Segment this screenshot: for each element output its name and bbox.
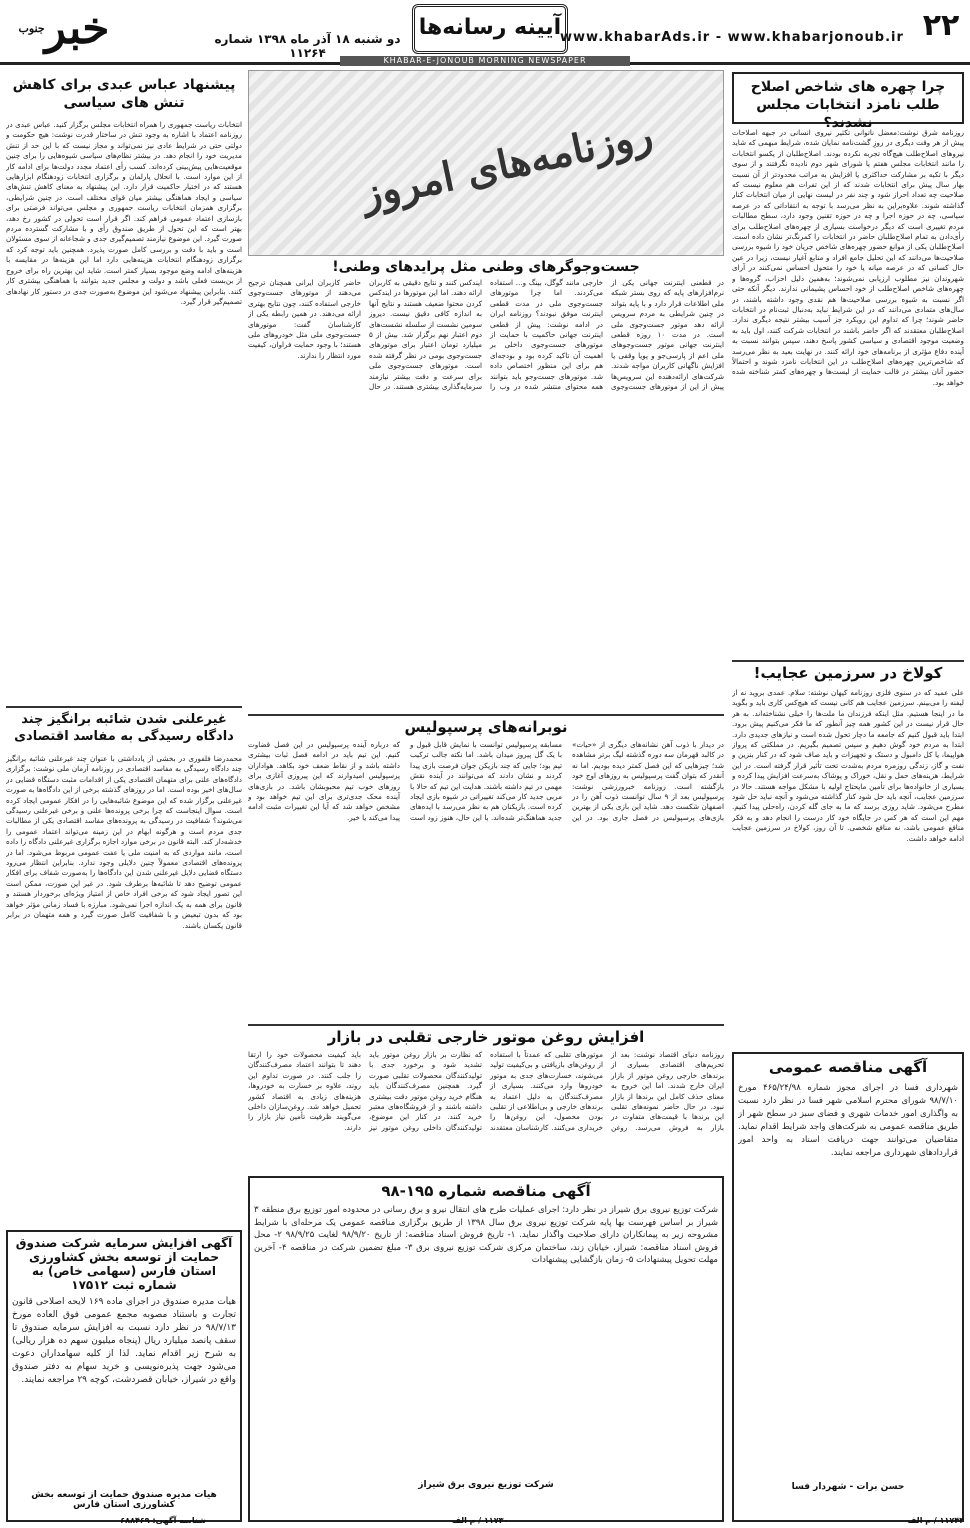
newspapers-image <box>248 70 724 256</box>
divider <box>732 660 964 662</box>
newspaper-logo <box>4 2 124 56</box>
article-qolakh-body: علی عمید که در سنوی فلزی روزنامه کیهان نوشته: سلام. عمدی بروید نه از لیفنه را می‌بینم. سرزمین عجایب هم کانی نیست که هیچ‌کس کاری باید و بگوید ما در اینجا هستیم. مثل اینکه فرزندان ما ملت‌ها را خیلی نشناخته‌اند. به هر حال قرار نیست در این کشور همه چیز آنطور که ما فکر می‌کنیم پیش برود. ابتدا باید قبول کنیم که جامعه ما دچار تحول شده است و نیازهای جدیدی دارد. ابتدا به مردم خود گوش دهیم و سپس تصمیم بگیریم. در مملکتی که پرواز هواپیما، یا کل دامبول و دستک و تجهیزات و باید صاف شود که در کنار بنزین و نفت و گاز، زندگی روزمره مردم به‌شدت تحت تأثیر قرار گرفته است. در این شرایط، هزینه‌های حمل و نقل، خوراک و پوشاک به‌سرعت افزایش پیدا کرده و بسیاری از خانواده‌ها برای تأمین مایحتاج اولیه با مشکل مواجه هستند. حالا در سرزمین عجایب، آنچه باید حل شود کنار گذاشته می‌شود و آنچه نباید حل شود مطرح می‌شود. شاید روزی برسد که ما به جای گله کردن، راه‌حلی پیدا کنیم. مهم این است که هر کس در جایگاه خود کار درست را انجام دهد و به فکر منافع عمومی باشد، نه منافع شخصی. تا آن روز، کولاخ در سرزمین عجایب ادامه خواهد داشت. <box>732 688 964 843</box>
article-newspapers-title: جست‌وجوگرهای وطنی مثل پرایدهای وطنی! <box>332 259 640 275</box>
page-number: ۲۲ <box>922 8 960 43</box>
ad-public-tender-footer: حسن برات - شهردار فسا <box>791 1482 905 1492</box>
footer-id-right: ۱۱۷۴۴ / م الف <box>907 1516 964 1525</box>
article-brokers-title: غیرعلنی شدن شائبه برانگیز چند دادگاه رسیدگی به مفاسد اقتصادی <box>14 712 234 744</box>
footer-id-mid: ۱۱۷۳۰ / م الف <box>451 1516 509 1525</box>
logo-text: خبر <box>44 3 110 54</box>
english-band: KHABAR-E-JONOUB MORNING NEWSPAPER <box>340 56 630 66</box>
ad-agri-footer: هیات مدیره صندوق حمایت از توسعه بخش کشاورزی استان فارس <box>31 1490 217 1510</box>
article-abbas-abdi-body: انتخابات ریاست جمهوری را همراه انتخابات مجلس برگزار کنید. عباس عبدی در روزنامه اعتماد با اشاره به وجود تنش در ساختار قدرت نوشت: هیچ حکومت و دولتی حتی در شرایط عادی نیز نمی‌تواند و مجاز نیست که با این حد از تنش مدیریت خود را انجام دهد. در بیشتر نظام‌های سیاسی شیوه‌هایی را برای چنین موقعیت‌هایی پیش‌بینی کرده‌اند. کسب رأی اعتماد مجدد دولت‌ها برای ادامه کار از این موارد است. با انحلال پارلمان و برگزاری انتخابات زودهنگام ابزارهایی هستند که در اختیار حاکمیت قرار دارد. این پیشنهاد به معنای کاهش تنش‌های سیاسی و ایجاد هماهنگی بیشتر میان قوای مختلف است. در چنین شرایطی، برگزاری همزمان انتخابات ریاست جمهوری و مجلس می‌تواند فرصتی برای بازسازی اعتماد عمومی فراهم کند. اگر قرار است تحولی در کشور رخ دهد، بهتر است که این تحول از طریق صندوق رأی و با مشارکت گسترده مردم صورت گیرد. این موضوع نیازمند تصمیم‌گیری جدی و شجاعانه از سوی مسئولان است و باید با دقت و بررسی کامل صورت پذیرد. همچنین باید توجه کرد که برگزاری زودهنگام انتخابات هزینه‌هایی دارد اما این هزینه‌ها در مقایسه با هزینه‌های ادامه وضع موجود بسیار کمتر است. شاید این بهترین راه برای خروج از بن‌بست فعلی باشد و دولت و مجلس جدید بتوانند با هماهنگی بیشتری کار کنند. بنابراین پیشنهاد می‌شود این موضوع به‌صورت جدی در دستور کار نهادهای تصمیم‌گیر قرار گیرد. <box>6 120 242 306</box>
ad-public-tender-title: آگهی مناقصه عمومی <box>768 1058 928 1076</box>
image-caption-text: روزنامه‌های امروز <box>357 110 657 219</box>
ad-public-tender <box>732 1052 964 1522</box>
article-persepolis-title: نوبرانه‌های پرسپولیس <box>404 718 568 736</box>
ad-tender-main-footer: شرکت توزیع نیروی برق شیراز <box>418 1480 554 1490</box>
article-reformists-title: چرا چهره های شاخص اصلاح طلب نامزد انتخابات مجلس نشدند؟ <box>750 79 946 132</box>
footer-id-left: شناسه آگهی: ۶۸۸۴۶۹ <box>120 1516 206 1525</box>
article-oil-body: روزنامه دنیای اقتصاد نوشت: بعد از تحریم‌های اقتصادی بسیاری از برندهای خارجی روغن موتور از بازار ایران خارج شدند. اما این خروج به معنای حذف کامل این برندها از بازار نبود. در حال حاضر نمونه‌های تقلبی این برندها با قیمت‌های متفاوت در بازار به فروش می‌رسد. روغن موتورهای تقلبی که عمدتاً با استفاده از روغن‌های بازیافتی و بی‌کیفیت تولید می‌شوند، خسارت‌های جدی به موتور خودروها وارد می‌کنند. بسیاری از مصرف‌کنندگان به دلیل اعتماد به برندهای خارجی و بی‌اطلاعی از تقلبی بودن محصول، این روغن‌ها را خریداری می‌کنند. کارشناسان معتقدند که نظارت بر بازار روغن موتور باید تشدید شود و برخورد جدی با تولیدکنندگان محصولات تقلبی صورت گیرد. همچنین مصرف‌کنندگان باید هنگام خرید روغن موتور دقت بیشتری داشته باشند و از فروشگاه‌های معتبر خرید کنند. در کنار این موضوع، تولیدکنندگان داخلی روغن موتور نیز باید کیفیت محصولات خود را ارتقا دهند تا بتوانند اعتماد مصرف‌کنندگان را جلب کنند. در صورت تداوم این روند، علاوه بر خسارت به خودروها، هزینه‌های زیادی به اقتصاد کشور تحمیل خواهد شد. روغن‌سازان داخلی می‌گویند ظرفیت تأمین نیاز بازار را دارند. <box>248 1050 724 1132</box>
divider <box>248 1024 724 1026</box>
ad-public-tender-body: شهرداری فسا در اجرای مجوز شماره ۴۶۵/۲۴/۹۸ مورخ ۹۸/۷/۱۰ شورای محترم اسلامی شهر فسا در نظر دارد نسبت به واگذاری امور خدمات شهری و فضای سبز در سطح شهر از طریق مناقصه عمومی به شرکت‌های واجد شرایط اقدام نماید. متقاضیان می‌توانند جهت دریافت اسناد به واحد امور قراردادهای شهرداری مراجعه نمایند. <box>738 1083 958 1158</box>
article-brokers-body: محمدرضا فلفوری در بخشی از یادداشتی با عنوان چند غیرعلنی شائبه برانگیز چند دادگاه رسیدگی به مفاسد اقتصادی در روزنامه آرمان ملی نوشت: برگزاری دادگاه‌های علنی برای متهمان اقتصادی یکی از اقدامات مثبت دستگاه قضایی در سال‌های اخیر بوده است. اما در روزهای گذشته برخی از این دادگاه‌ها به صورت غیرعلنی برگزار شده که این موضوع شائبه‌هایی را در افکار عمومی ایجاد کرده است. سوال اینجاست که چرا برخی پرونده‌ها علنی و برخی غیرعلنی رسیدگی می‌شوند؟ شفافیت در رسیدگی به پرونده‌های مفاسد اقتصادی یکی از مطالبات جدی مردم است و هرگونه ابهام در این زمینه می‌تواند اعتماد عمومی را خدشه‌دار کند. البته قانون در برخی موارد اجازه برگزاری غیرعلنی دادگاه را داده است، مانند مواردی که به امنیت ملی یا عفت عمومی مربوط می‌شود. اما در پرونده‌های اقتصادی معمولاً چنین دلایلی وجود ندارد. بنابراین انتظار می‌رود دستگاه قضایی دلایل غیرعلنی شدن این دادگاه‌ها را به‌صورت شفاف برای افکار عمومی توضیح دهد تا شائبه‌ها برطرف شود. در غیر این صورت، ممکن است این تصور ایجاد شود که برخی افراد خاص از امتیاز ویژه‌ای برخوردار هستند و قانون برای همه به یک اندازه اجرا نمی‌شود. مبارزه با فساد زمانی مؤثر خواهد بود که بدون تبعیض و با شفافیت کامل صورت گیرد و همه متهمان در برابر قانون یکسان باشند. <box>6 754 242 930</box>
logo-sub: جنوب <box>18 22 45 35</box>
article-persepolis-body: در دیدار با ذوب آهن نشانه‌های دیگری از «حیات» در کالبد قهرمان سه دوره گذشته لیگ برتر مشاهده شد؛ چیزهایی که این فصل کمتر دیده بودیم. اما نه آنقدر که بتوان گفت پرسپولیس به روزهای اوج خود بازگشته است. روزنامه خبرورزشی نوشت: پرسپولیس بعد از ۹ سال توانست ذوب آهن را در اصفهان شکست دهد. شاید این بازی یکی از بهترین بازی‌های پرسپولیس در فصل جاری بود. در این مسابقه پرسپولیس توانست با نمایش قابل قبول و با یک گل پیروز میدان باشد. اما نکته جالب ترکیب تیم بود؛ جایی که چند بازیکن جوان فرصت بازی پیدا کردند و نشان دادند که می‌توانند در آینده نقش مهمی در تیم داشته باشند. هدایت این تیم که حالا با مربی جدید کار می‌کند تغییراتی در شیوه بازی ایجاد کرده است. بازیکنان هم به نظر می‌رسد با ایده‌های جدید هماهنگ‌تر شده‌اند. با این حال، هنوز زود است که درباره آینده پرسپولیس در این فصل قضاوت کنیم. این تیم باید در ادامه فصل ثبات بیشتری داشته باشد و از نقاط ضعف خود بکاهد. هواداران پرسپولیس امیدوارند که این پیروزی آغازی برای روزهای خوب تیم محبوبشان باشد. در بازی‌های آینده محک جدی‌تری برای این تیم خواهد بود و مشخص خواهد شد که آیا این تغییرات مثبت ادامه پیدا می‌کند یا خیر. <box>248 740 724 822</box>
ad-agri-body: هیأت مدیره صندوق در اجرای ماده ۱۶۹ لایحه اصلاحی قانون تجارت و باستناد مصوبه مجمع عمومی فوق العاده مورخ ۹۸/۷/۱۳ در نظر دارد نسبت به افزایش سرمایه صندوق تا سقف پانصد میلیارد ریال (پنجاه میلیون سهم ده هزار ریالی) به شرح زیر اقدام نماید. لذا از کلیه سهامداران دعوت می‌شود جهت پذیره‌نویسی و خرید سهام به دفتر صندوق واقع در شیراز، خیابان قصردشت، کوچه ۲۹ مراجعه نمایند. <box>12 1297 236 1385</box>
article-newspapers-body: در قطعنی اینترنت جهانی یکی از نرم‌افزارهای پایه که روی بستر شبکه ملی اطلاعات قرار دارد و با پایه بتواند در چنین شرایطی به مردم سرویس ارائه دهد موتور جست‌وجوی ملی است. در مدت ۱۰ روزه قطعی اینترنت جهانی موتور جست‌وجوهای ملی اعم از پارسی‌جو و پویا وقفی یا افزایش ناگهانی کاربران مواجه شدند. شرکت‌های ارائه‌دهنده این سرویس‌ها پیش از این از موتورهای جست‌وجوی خارجی مانند گوگل، بینگ و... استفاده می‌کردند. اما چرا موتورهای جست‌وجوی ملی در مدت قطعی اینترنت موفق نبودند؟ روزنامه ایران در ادامه نوشت: پیش از قطعی اینترنت جهانی حاکمیت با حمایت از موتورهای جست‌وجوی داخلی بر اهمیت آن تاکید کرده بود و بودجه‌ای هم برای این منظور اختصاص داده شد. موتورهای جست‌وجو باید بتوانند همه محتوای منتشر شده در وب را ایندکس کنند و نتایج دقیقی به کاربران ارائه دهند. اما این موتورها در ایندکس کردن محتوا ضعیف هستند و نتایج آنها به اندازه کافی دقیق نیست. دیروز سومین نشست از سلسله نشست‌های دوم اعتبار نهم برگزار شد. بیش از ۵ میلیارد تومان اعتبار برای موتورهای جست‌وجوی بومی در نظر گرفته شده است. موتورهای جست‌وجوی ملی برای سرعت و دقت بیشتر نیازمند سرمایه‌گذاری بیشتری هستند. در حال حاضر کاربران ایرانی همچنان ترجیح می‌دهند از موتورهای جست‌وجوی خارجی استفاده کنند، چون نتایج بهتری ارائه می‌دهند. در همین رابطه یکی از کارشناسان گفت: موتورهای جست‌وجوی ملی مثل خودروهای ملی هستند؛ با وجود حمایت فراوان، کیفیت مورد انتظار را ندارند. <box>248 278 724 392</box>
article-oil-title: افزایش روغن موتور خارجی تقلبی در بازار <box>327 1028 645 1046</box>
masthead <box>0 0 970 65</box>
divider <box>248 714 724 716</box>
ad-agri-fund <box>6 1230 242 1522</box>
article-reformists-body: روزنامه شرق نوشت:معضل ناتوانی تکثیر نیروی انسانی در جبهه اصلاحات پیش از هر وقت دیگری در روزِ گشت‌نامه نمایان شده، شرایط مبهمی که شاید نیروهای اصلاح‌طلب هیچ‌گاه تجربه نکرده بودند. اصلاح‌طلبان از یکسو انتخابات را مانند انتخابات مجلس هفتم یا شورای شهر دوم نادیده نگرفتند و از سوی دیگر با تکیه بر مشارکت حداکثری یا افزایش به مراتب محدودتر از آن نسبت بهار سال پیش برای انتخابات شدند که از این تفرات هم معلوم نیست که صلاحیت چه تعداد احراز شود و چند نفر در لیست نهایی از میان انتخابات کنار گذاشته شوند. علاوه‌براین به نظر می‌رسد با توجه به انتقاداتی که در عرصه سیاسی، چه در حوزه اجرا و چه در حوزه تقنین وجود دارد، سطح مطالبات مردم تغییری است که دیگر درخواست بسیاری از چهره‌های اصلاح‌طلب برای رأی‌دادن به تمام اصلاح‌طلبان حاضر در انتخابات را کمرنگ‌تر نشان داده است. اصلاح‌طلبان یکی از موانع حضور چهره‌های شاخص جریان خود را شیوه بررسی صلاحیت‌ها می‌دانند که این تحلیل جامع افراد و منابع آغیار نیست، زیرا در عین حال کسانی که در عرصه میانه یا خود را متحول احساس نمی‌کنند در آرای شهروندان نیز مطلوب ارزیابی نمی‌شوند؛ به‌همین دلیل احزاب، گروه‌ها و چهره‌های شاخص اصلاح‌طلب از خود احساس پشیمانی ندارند. دیگر آنکه حتی اگر نسبت به شیوه بررسی صلاحیت‌ها هم نقدی وجود داشته باشند، در سال‌های متمادی می‌دانند که در این شرایط نباید به‌دنبال ثبت‌نام در انتخابات حاضر شوند؛ چرا که تداوم این رویکرد جز آسیب بیشتر نتیجه دیگری ندارد. اصلاح‌طلبان معتقدند که اگر حاضر باشند در انتخابات شرکت کنند، اول باید به وضعیت موجود اقتصادی و سیاسی کشور پاسخ دهند، سپس بتوانند نسبت به آینده دفاع مؤثری از برنامه‌های خود ارائه کنند. در نهایت بعید به نظر می‌رسد که شاخص‌ترین چهره‌های اصلاح‌طلب در این انتخابات نامزد شوند و احتمالاً حضور آنان بیشتر در قالب حمایت از لیست‌ها و چهره‌های کمتر شناخته شده خواهد بود. <box>732 128 964 387</box>
section-title: آیینه رسانه‌ها <box>412 4 568 54</box>
article-qolakh-title: کولاخ در سرزمین عجایب! <box>753 664 943 682</box>
article-abbas-abdi-title: پیشنهاد عباس عبدی برای کاهش تنش های سیاسی <box>12 77 236 112</box>
divider <box>6 706 242 708</box>
ad-tender-main <box>248 1176 724 1522</box>
ad-tender-main-title: آگهی مناقصه شماره ۱۹۵-۹۸ <box>381 1182 591 1200</box>
issue-date: دو شنبه ۱۸ آذر ماه ۱۳۹۸ شماره ۱۱۲۶۴ <box>214 32 401 60</box>
ad-tender-main-body: شرکت توزیع نیروی برق شیراز در نظر دارد: اجرای عملیات طرح های انتقال نیرو و برق رسانی در محدوده امور توزیع برق منطقه ۳ شیراز بر اساس فهرست بها پایه شرکت توزیع نیروی برق سال ۱۳۹۸ از طریق برگزاری مناقصه عمومی یک مرحله‌ای با شرایط مشروحه زیر به پیمانکاران دارای صلاحیت واگذار نماید. ۱- تاریخ فروش اسناد مناقصه: از تاریخ ۹۸/۹/۲۰ لغایت ۹۸/۹/۲۵ ۲- محل فروش اسناد مناقصه: شیراز، خیابان زند، ساختمان مرکزی شرکت توزیع نیروی برق ۳- مبلغ تضمین شرکت در مناقصه ۴- آخرین مهلت تحویل پیشنهادات ۵- زمان بازگشایی پیشنهادات <box>254 1205 718 1265</box>
website-url[interactable]: www.khabarAds.ir - www.khabarjonoub.ir <box>560 30 904 45</box>
article-reformists-title-box <box>732 72 964 132</box>
ad-agri-title: آگهی افزایش سرمایه شرکت صندوق حمایت از توسعه بخش کشاورزی استان فارس (سهامی خاص) به شماره ثبت ۱۷۵۱۲ <box>15 1236 233 1292</box>
